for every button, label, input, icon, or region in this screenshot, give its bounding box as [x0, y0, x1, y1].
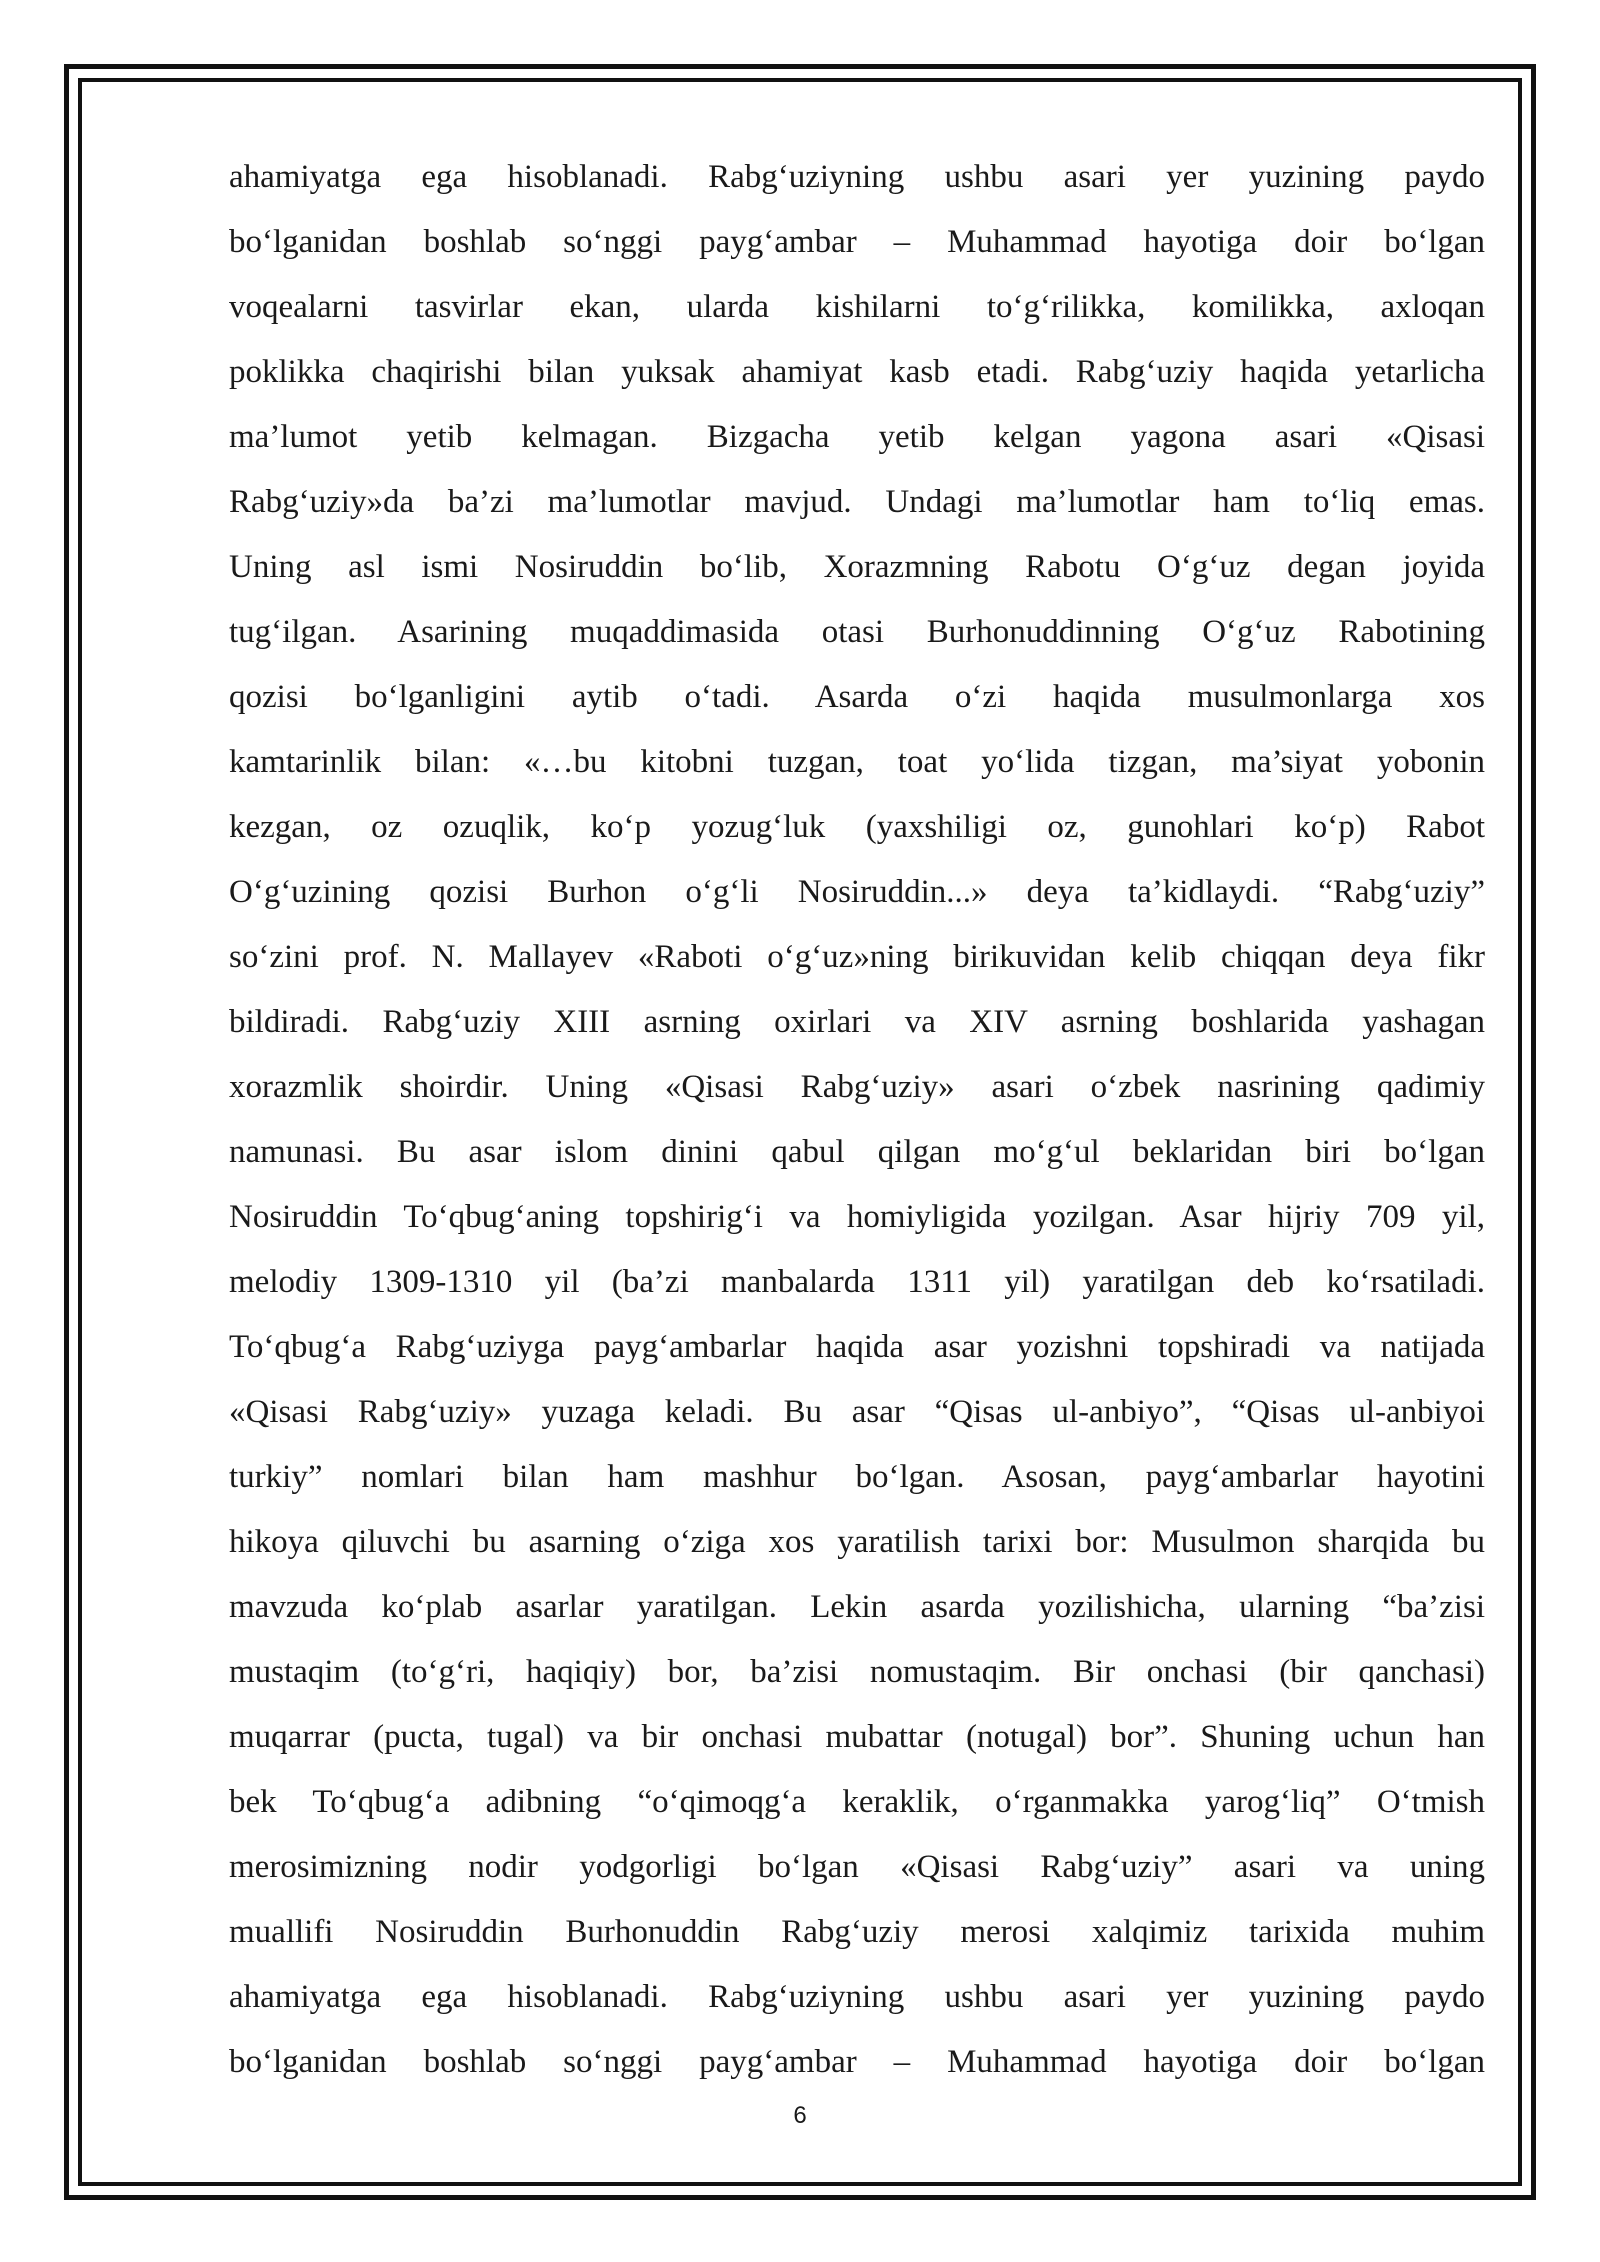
text-line: hikoya qiluvchi bu asarning o‘ziga xos yaratilish tarixi bor: Musulmon sharqida bu	[229, 1524, 1485, 1560]
text-line: so‘zini prof. N. Mallayev «Raboti o‘g‘uz»ning birikuvidan kelib chiqqan deya fikr	[229, 939, 1485, 975]
body-text	[229, 145, 1485, 2095]
text-line: qozisi bo‘lganligini aytib o‘tadi. Asarda o‘zi haqida musulmonlarga xos	[229, 679, 1485, 715]
text-line: O‘g‘uzining qozisi Burhon o‘g‘li Nosiruddin...» deya ta’kidlaydi. “Rabg‘uziy”	[229, 874, 1485, 910]
text-line: muallifi Nosiruddin Burhonuddin Rabg‘uziy merosi xalqimiz tarixida muhim	[229, 1914, 1485, 1950]
text-line: kezgan, oz ozuqlik, ko‘p yozug‘luk (yaxshiligi oz, gunohlari ko‘p) Rabot	[229, 809, 1485, 845]
page-number: 6	[793, 2102, 807, 2129]
text-line: mustaqim (to‘g‘ri, haqiqiy) bor, ba’zisi nomustaqim. Bir onchasi (bir qanchasi)	[229, 1654, 1485, 1690]
text-line: bek To‘qbug‘a adibning “o‘qimoqg‘a keraklik, o‘rganmakka yarog‘liq” O‘tmish	[229, 1784, 1485, 1820]
text-line: tug‘ilgan. Asarining muqaddimasida otasi Burhonuddinning O‘g‘uz Rabotining	[229, 614, 1485, 650]
text-line: xorazmlik shoirdir. Uning «Qisasi Rabg‘uziy» asari o‘zbek nasrining qadimiy	[229, 1069, 1485, 1105]
text-line: Uning asl ismi Nosiruddin bo‘lib, Xorazmning Rabotu O‘g‘uz degan joyida	[229, 549, 1485, 585]
text-line: voqealarni tasvirlar ekan, ularda kishilarni to‘g‘rilikka, komilikka, axloqan	[229, 289, 1485, 325]
text-line: ma’lumot yetib kelmagan. Bizgacha yetib kelgan yagona asari «Qisasi	[229, 419, 1485, 455]
text-line: «Qisasi Rabg‘uziy» yuzaga keladi. Bu asar “Qisas ul-anbiyo”, “Qisas ul-anbiyoi	[229, 1394, 1485, 1430]
text-line: bildiradi. Rabg‘uziy XIII asrning oxirlari va XIV asrning boshlarida yashagan	[229, 1004, 1485, 1040]
text-line: muqarrar (pucta, tugal) va bir onchasi mubattar (notugal) bor”. Shuning uchun han	[229, 1719, 1485, 1755]
text-line: namunasi. Bu asar islom dinini qabul qilgan mo‘g‘ul beklaridan biri bo‘lgan	[229, 1134, 1485, 1170]
text-line: melodiy 1309-1310 yil (ba’zi manbalarda 1311 yil) yaratilgan deb ko‘rsatiladi.	[229, 1264, 1485, 1300]
text-line: merosimizning nodir yodgorligi bo‘lgan «Qisasi Rabg‘uziy” asari va uning	[229, 1849, 1485, 1885]
text-line: turkiy” nomlari bilan ham mashhur bo‘lgan. Asosan, payg‘ambarlar hayotini	[229, 1459, 1485, 1495]
text-line: To‘qbug‘a Rabg‘uziyga payg‘ambarlar haqida asar yozishni topshiradi va natijada	[229, 1329, 1485, 1365]
text-line: bo‘lganidan boshlab so‘nggi payg‘ambar – Muhammad hayotiga doir bo‘lgan	[229, 224, 1485, 260]
text-line: kamtarinlik bilan: «…bu kitobni tuzgan, toat yo‘lida tizgan, ma’siyat yobonin	[229, 744, 1485, 780]
text-line: mavzuda ko‘plab asarlar yaratilgan. Lekin asarda yozilishicha, ularning “ba’zisi	[229, 1589, 1485, 1625]
text-line: poklikka chaqirishi bilan yuksak ahamiyat kasb etadi. Rabg‘uziy haqida yetarlicha	[229, 354, 1485, 390]
text-line: ahamiyatga ega hisoblanadi. Rabg‘uziyning ushbu asari yer yuzining paydo	[229, 1979, 1485, 2015]
text-line: Nosiruddin To‘qbug‘aning topshirig‘i va homiyligida yozilgan. Asar hijriy 709 yil,	[229, 1199, 1485, 1235]
text-line: bo‘lganidan boshlab so‘nggi payg‘ambar – Muhammad hayotiga doir bo‘lgan	[229, 2044, 1485, 2080]
text-line: ahamiyatga ega hisoblanadi. Rabg‘uziyning ushbu asari yer yuzining paydo	[229, 159, 1485, 195]
text-line: Rabg‘uziy»da ba’zi ma’lumotlar mavjud. Undagi ma’lumotlar ham to‘liq emas.	[229, 484, 1485, 520]
